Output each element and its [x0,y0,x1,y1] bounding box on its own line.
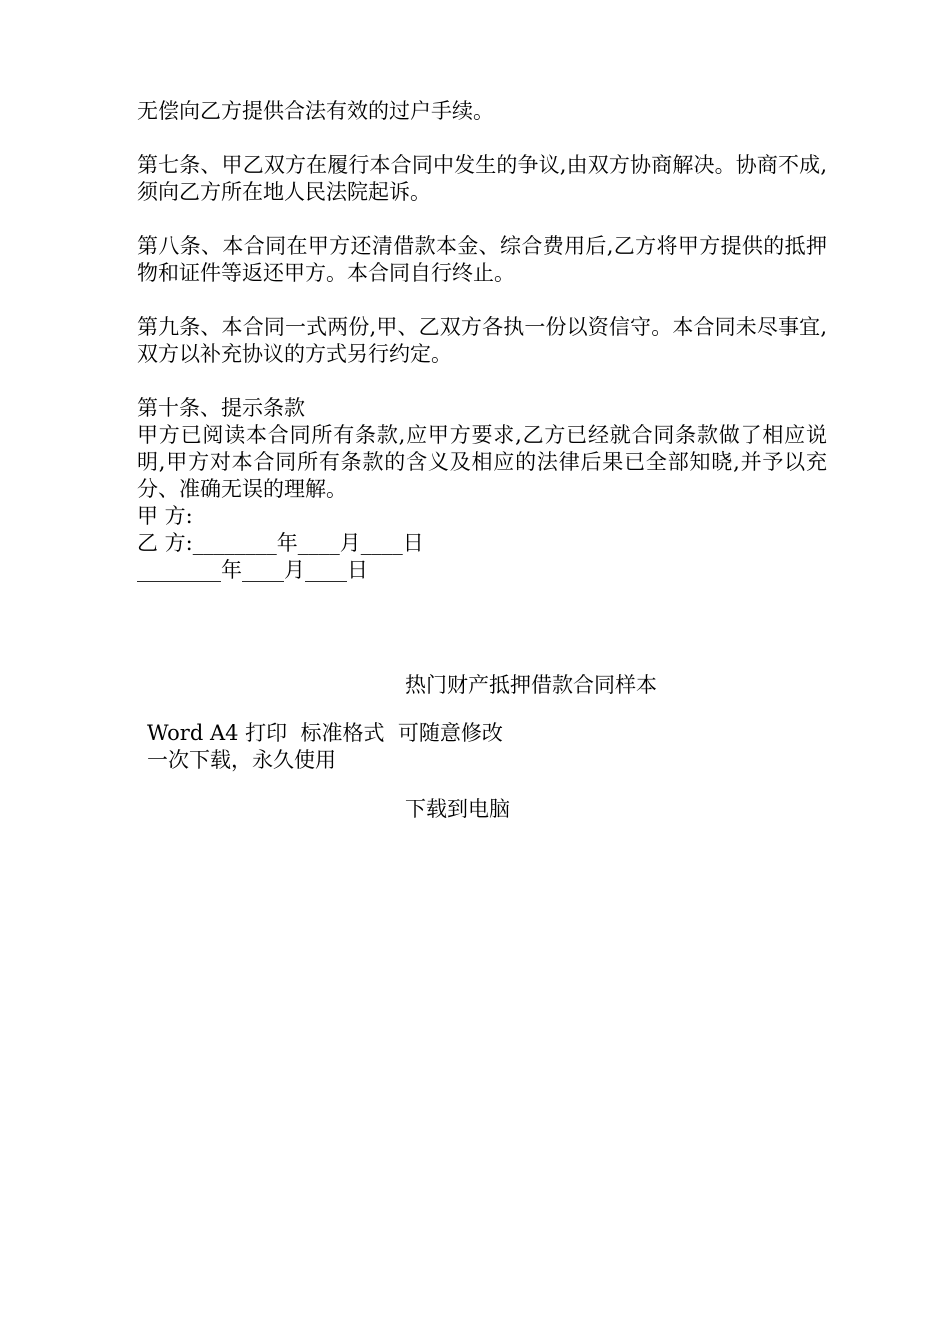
promo-title: 热门财产抵押借款合同样本 [405,673,657,697]
promo-features-line-2: 一次下载，永久使用 [147,748,336,772]
contract-body [137,98,827,584]
promo-features [147,720,503,774]
article-10-body: 甲方已阅读本合同所有条款,应甲方要求,乙方已经就合同条款做了相应说明,甲方对本合同所有条款的含义及相应的法律后果已全部知晓,并予以充分、准确无误的理解。 [137,423,827,501]
article-10-heading: 第十条、提示条款 [137,396,305,420]
promo-features-line-1: Word A4 打印 标准格式 可随意修改 [147,721,503,745]
paragraph-article-8: 第八条、本合同在甲方还清借款本金、综合费用后,乙方将甲方提供的抵押物和证件等返还甲方。本合同自行终止。 [137,234,827,285]
signature-party-a: 甲 方: [137,504,193,528]
paragraph-transfer-procedures: 无偿向乙方提供合法有效的过户手续。 [137,99,494,123]
paragraph-article-7: 第七条、甲乙双方在履行本合同中发生的争议,由双方协商解决。协商不成,须向乙方所在地人民法院起诉。 [137,153,827,204]
signature-date: ________年____月____日 [137,558,368,582]
signature-party-b: 乙 方:________年____月____日 [137,531,424,555]
download-to-computer-link[interactable]: 下载到电脑 [405,797,510,821]
paragraph-article-9: 第九条、本合同一式两份,甲、乙双方各执一份以资信守。本合同未尽事宜,双方以补充协议的方式另行约定。 [137,315,827,366]
